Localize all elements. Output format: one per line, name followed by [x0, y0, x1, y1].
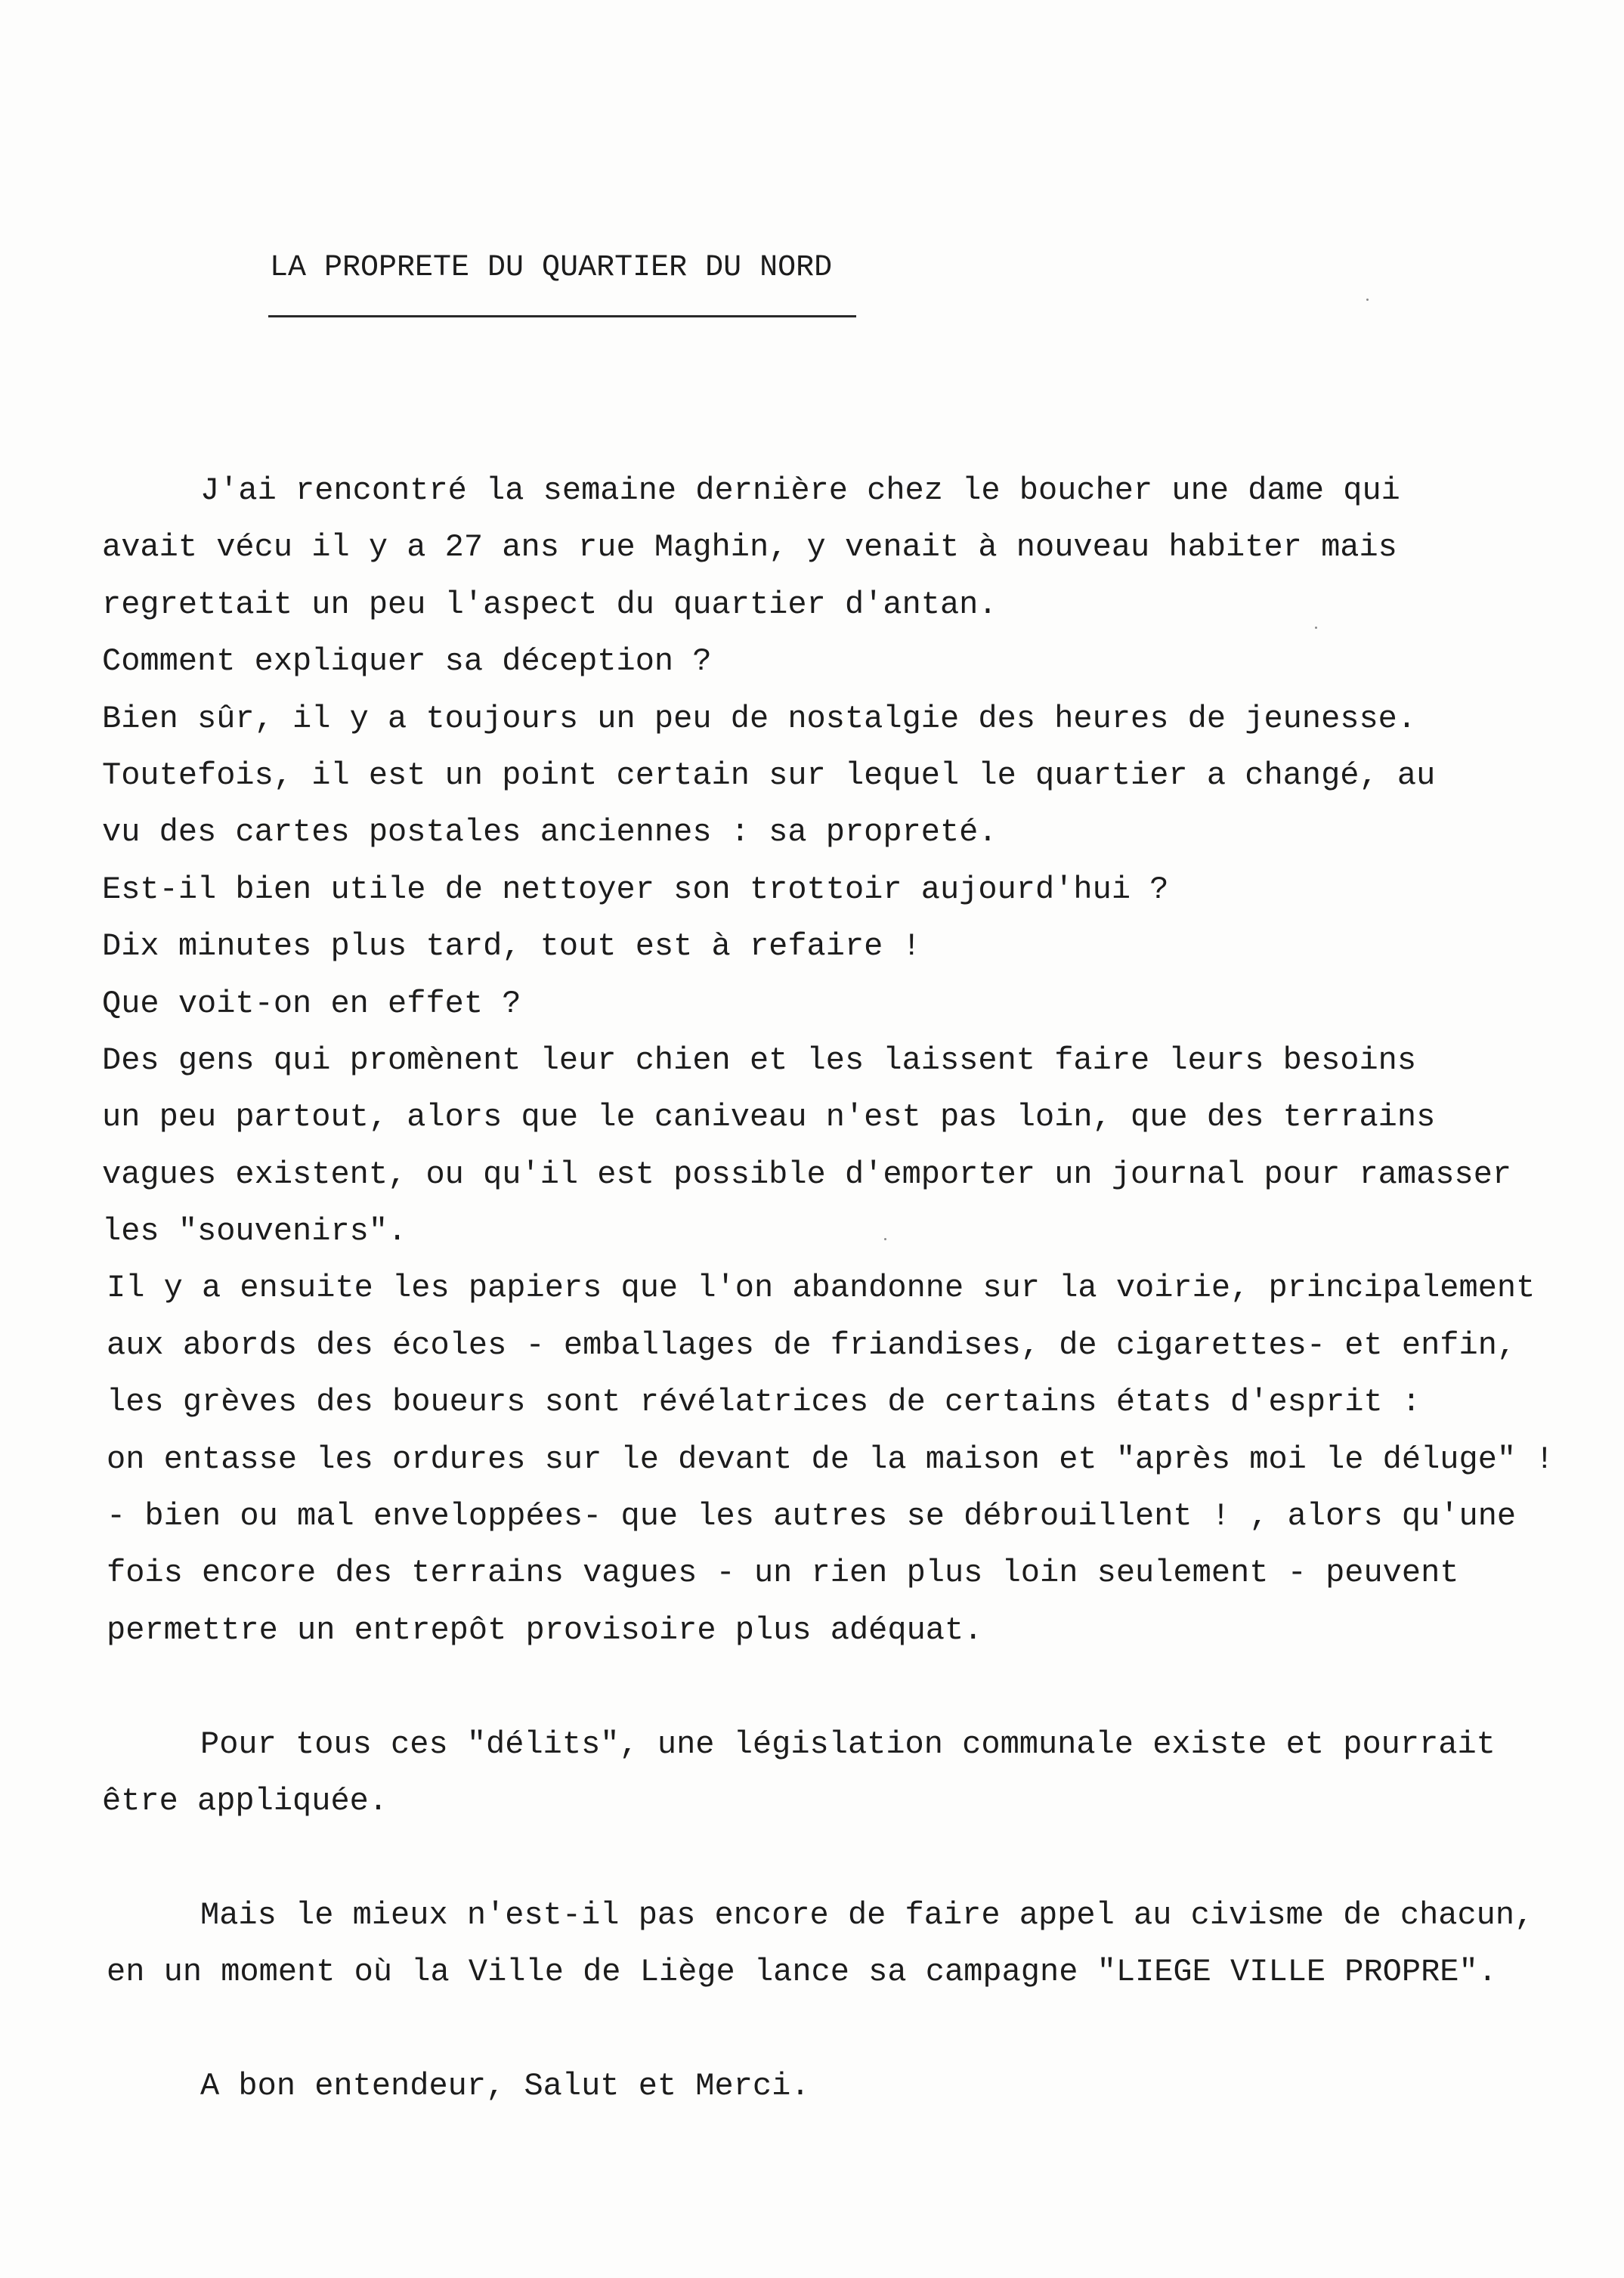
text-line: Comment expliquer sa déception ?	[102, 643, 712, 680]
text-line: les "souvenirs".	[102, 1213, 407, 1250]
text-line: Pour tous ces "délits", une législation communale existe et pourrait	[200, 1726, 1496, 1763]
text-line: Dix minutes plus tard, tout est à refaire !	[102, 928, 921, 965]
paper-speck	[1366, 299, 1369, 301]
text-line: Bien sûr, il y a toujours un peu de nostalgie des heures de jeunesse.	[102, 700, 1417, 737]
text-line: on entasse les ordures sur le devant de la maison et "après moi le déluge" !	[107, 1441, 1554, 1478]
paragraph	[102, 1887, 1606, 2001]
title-underline	[268, 315, 856, 317]
paragraph	[102, 463, 1606, 1659]
text-line: aux abords des écoles - emballages de friandises, de cigarettes- et enfin,	[107, 1326, 1517, 1363]
text-line: permettre un entrepôt provisoire plus adéquat.	[107, 1611, 983, 1648]
text-line: être appliquée.	[102, 1782, 388, 1819]
text-line: J'ai rencontré la semaine dernière chez le boucher une dame qui	[200, 472, 1400, 509]
text-line: fois encore des terrains vagues - un rien plus loin seulement - peuvent	[107, 1555, 1459, 1592]
document-title: LA PROPRETE DU QUARTIER DU NORD	[270, 251, 833, 285]
text-line: Mais le mieux n'est-il pas encore de faire appel au civisme de chacun,	[200, 1896, 1534, 1933]
text-line: regrettait un peu l'aspect du quartier d'antan.	[102, 586, 998, 623]
paper-speck	[884, 1238, 886, 1240]
paragraph-gap	[102, 1659, 1606, 1716]
text-line: Que voit-on en effet ?	[102, 985, 521, 1022]
text-line: Des gens qui promènent leur chien et les laissent faire leurs besoins	[102, 1042, 1417, 1079]
paragraph-gap	[102, 2001, 1606, 2058]
text-line: avait vécu il y a 27 ans rue Maghin, y venait à nouveau habiter mais	[102, 529, 1397, 566]
paper-speck	[1315, 627, 1317, 629]
paragraph	[102, 2058, 1606, 2115]
text-line: les grèves des boueurs sont révélatrices de certains états d'esprit :	[107, 1384, 1421, 1421]
text-line: en un moment où la Ville de Liège lance sa campagne "LIEGE VILLE PROPRE".	[107, 1954, 1497, 1991]
text-line: A bon entendeur, Salut et Merci.	[200, 2067, 810, 2104]
text-line: un peu partout, alors que le caniveau n'est pas loin, que des terrains	[102, 1099, 1436, 1136]
text-line: vu des cartes postales anciennes : sa propreté.	[102, 814, 998, 851]
paragraph-gap	[102, 1830, 1606, 1886]
text-line: - bien ou mal enveloppées- que les autres se débrouillent ! , alors qu'une	[107, 1498, 1517, 1535]
text-line: Il y a ensuite les papiers que l'on abandonne sur la voirie, principalement	[107, 1270, 1536, 1307]
text-line: vagues existent, ou qu'il est possible d'emporter un journal pour ramasser	[102, 1156, 1512, 1193]
text-line: Toutefois, il est un point certain sur lequel le quartier a changé, au	[102, 757, 1436, 794]
text-line: Est-il bien utile de nettoyer son trottoir aujourd'hui ?	[102, 871, 1169, 908]
document-body	[102, 463, 1606, 2115]
paragraph	[102, 1716, 1606, 1831]
